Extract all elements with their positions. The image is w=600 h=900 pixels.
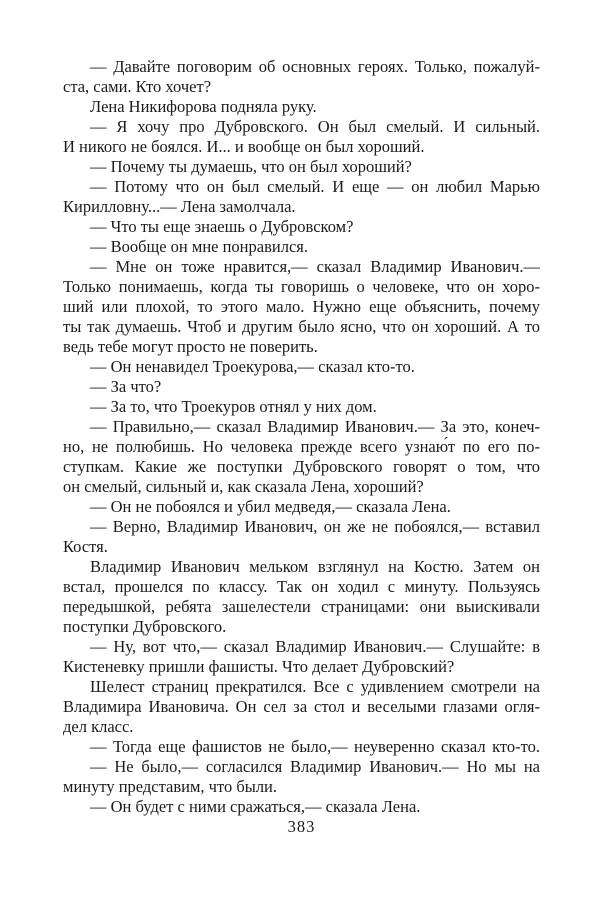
text-block bbox=[63, 57, 540, 817]
text-line: — Ну, вот что,— сказал Владимир Иванович.— Слушайте: в bbox=[90, 637, 540, 656]
text-line: поступки Дубровского. bbox=[63, 617, 227, 636]
text-line: Владимир Иванович мельком взглянул на Костю. Затем он bbox=[90, 557, 540, 576]
text-line: — Давайте поговорим об основных героях. Только, пожалуй- bbox=[90, 57, 540, 76]
text-line: Только понимаешь, когда ты говоришь о человеке, что он хоро- bbox=[63, 277, 540, 296]
text-line: — За что? bbox=[90, 377, 162, 396]
text-line: дел класс. bbox=[63, 717, 134, 736]
text-line: Костя. bbox=[63, 537, 108, 556]
text-line: но, не полюбишь. Но человека прежде всего узнаю́т по его по- bbox=[63, 437, 540, 456]
text-line: ший или плохой, то этого мало. Нужно еще объяснить, почему bbox=[63, 297, 540, 316]
text-line: — Он будет с ними сражаться,— сказала Лена. bbox=[90, 797, 421, 816]
text-line: — Не было,— согласился Владимир Иванович.— Но мы на bbox=[90, 757, 540, 776]
text-line: — Почему ты думаешь, что он был хороший? bbox=[90, 157, 412, 176]
text-line: он смелый, сильный и, как сказала Лена, хороший? bbox=[63, 477, 424, 496]
text-line: — Тогда еще фашистов не было,— неуверенно сказал кто-то. bbox=[90, 737, 540, 756]
text-line: минуту представим, что были. bbox=[63, 777, 278, 796]
text-line: — За то, что Троекуров отнял у них дом. bbox=[90, 397, 377, 416]
text-line: ведь тебе могут просто не поверить. bbox=[63, 337, 318, 356]
text-line: ступкам. Какие же поступки Дубровского говорят о том, что bbox=[63, 457, 540, 476]
text-line: Шелест страниц прекратился. Все с удивлением смотрели на bbox=[90, 677, 540, 696]
text-line: — Потому что он был смелый. И еще — он любил Марью bbox=[90, 177, 540, 196]
text-line: ты так думаешь. Чтоб и другим было ясно, что он хороший. А то bbox=[63, 317, 540, 336]
text-line: — Мне он тоже нравится,— сказал Владимир Иванович.— bbox=[90, 257, 540, 276]
text-line: — Верно, Владимир Иванович, он же не побоялся,— вставил bbox=[90, 517, 540, 536]
text-line: — Он ненавидел Троекурова,— сказал кто-то. bbox=[90, 357, 415, 376]
text-line: передышкой, ребята зашелестели страницами: они выискивали bbox=[63, 597, 540, 616]
text-line: — Правильно,— сказал Владимир Иванович.— За это, конеч- bbox=[90, 417, 540, 436]
text-line: Владимира Ивановича. Он сел за стол и веселыми глазами огля- bbox=[63, 697, 540, 716]
text-line: Кистеневку пришли фашисты. Что делает Дубровский? bbox=[63, 657, 455, 676]
page-number: 383 bbox=[287, 817, 316, 836]
text-line: встал, прошелся по классу. Так он ходил с минуту. Пользуясь bbox=[63, 577, 540, 596]
text-line: Кирилловну...— Лена замолчала. bbox=[63, 197, 296, 216]
text-line: — Что ты еще знаешь о Дубровском? bbox=[90, 217, 354, 236]
text-line: И никого не боялся. И... и вообще он был хороший. bbox=[63, 137, 425, 156]
text-line: — Я хочу про Дубровского. Он был смелый. И сильный. bbox=[90, 117, 540, 136]
text-line: — Он не побоялся и убил медведя,— сказала Лена. bbox=[90, 497, 451, 516]
text-line: ста, сами. Кто хочет? bbox=[63, 77, 212, 96]
text-line: Лена Никифорова подняла руку. bbox=[90, 97, 317, 116]
text-line: — Вообще он мне понравился. bbox=[90, 237, 308, 256]
